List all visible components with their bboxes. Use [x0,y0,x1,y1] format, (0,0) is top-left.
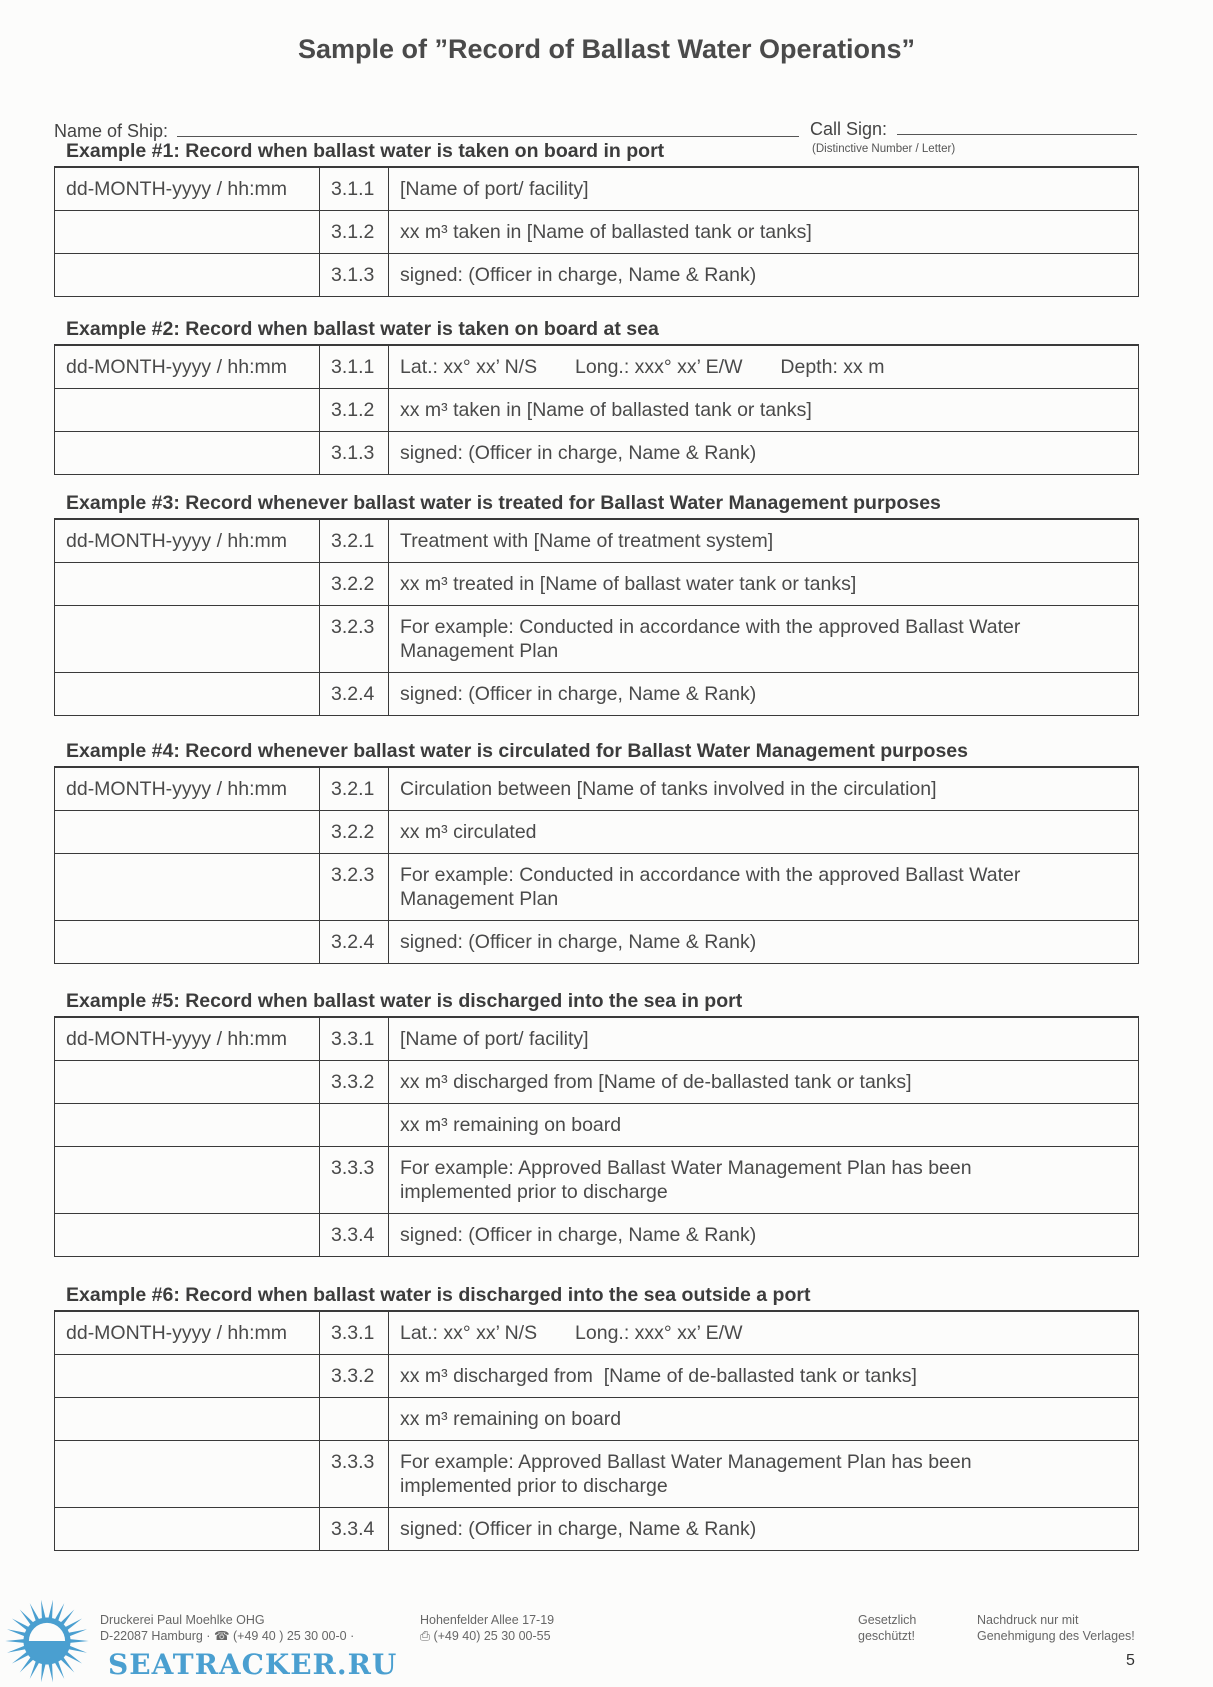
date-cell[interactable] [55,1398,320,1441]
code-cell: 3.1.3 [320,432,389,475]
code-cell: 3.3.2 [320,1355,389,1398]
table-row [55,606,1139,673]
code-cell: 3.2.2 [320,811,389,854]
sun-ray [7,1629,27,1637]
example-section-4 [54,740,1139,964]
copyright-line1: Gesetzlich [858,1613,917,1627]
date-cell[interactable] [55,1104,320,1147]
code-cell: 3.1.2 [320,211,389,254]
entry-cell[interactable]: xx m³ taken in [Name of ballasted tank or tanks] [389,389,1139,432]
code-cell: 3.3.4 [320,1214,389,1257]
table-row [55,1398,1139,1441]
table-row [55,673,1139,716]
entry-cell[interactable]: signed: (Officer in charge, Name & Rank) [389,254,1139,297]
date-cell[interactable]: dd-MONTH-yyyy / hh:mm [55,767,320,811]
code-cell: 3.2.3 [320,854,389,921]
copyright-note [858,1612,916,1644]
code-cell: 3.2.1 [320,519,389,563]
table-row [55,921,1139,964]
date-cell[interactable] [55,389,320,432]
sun-ray [48,1600,53,1620]
table-row [55,345,1139,389]
example-section-3 [54,492,1139,716]
example-section-1 [54,140,1139,297]
watermark-logo: SEATRACKER.RU [108,1648,398,1681]
table-row [55,1311,1139,1355]
entry-cell[interactable]: For example: Approved Ballast Water Management Plan has been implemented prior to discharge [389,1147,1139,1214]
sun-ray [67,1645,87,1653]
publisher-address [420,1612,554,1644]
table-row [55,1061,1139,1104]
sun-ray [48,1662,53,1682]
entry-cell[interactable]: xx m³ discharged from [Name of de-ballasted tank or tanks] [389,1061,1139,1104]
date-cell[interactable]: dd-MONTH-yyyy / hh:mm [55,1017,320,1061]
publisher-phone: D-22087 Hamburg · ☎ (+49 40 ) 25 30 00-0 · [100,1629,355,1643]
date-cell[interactable]: dd-MONTH-yyyy / hh:mm [55,1311,320,1355]
date-cell[interactable]: dd-MONTH-yyyy / hh:mm [55,519,320,563]
entry-cell[interactable]: signed: (Officer in charge, Name & Rank) [389,1508,1139,1551]
date-cell[interactable] [55,921,320,964]
date-cell[interactable] [55,1441,320,1508]
entry-cell[interactable]: For example: Approved Ballast Water Management Plan has been implemented prior to discharge [389,1441,1139,1508]
code-cell: 3.1.1 [320,167,389,211]
code-cell [320,1104,389,1147]
date-cell[interactable] [55,854,320,921]
table-row [55,167,1139,211]
code-cell: 3.2.1 [320,767,389,811]
entry-cell[interactable]: signed: (Officer in charge, Name & Rank) [389,1214,1139,1257]
entry-cell[interactable]: xx m³ discharged from [Name of de-ballasted tank or tanks] [389,1355,1139,1398]
page-number: 5 [1126,1652,1135,1669]
reprint-line2: Genehmigung des Verlages! [977,1629,1135,1643]
entry-cell[interactable]: Lat.: xx° xx’ N/S Long.: xxx° xx’ E/W Depth: xx m [389,345,1139,389]
entry-cell[interactable]: For example: Conducted in accordance with the approved Ballast Water Management Plan [389,854,1139,921]
ship-name-label: Name of Ship: [54,121,169,141]
date-cell[interactable] [55,563,320,606]
section-heading: Example #2: Record when ballast water is taken on board at sea [66,318,659,340]
table-row [55,211,1139,254]
sun-ray [41,1662,46,1682]
code-cell: 3.1.1 [320,345,389,389]
call-sign-field[interactable] [897,134,1137,135]
code-cell: 3.1.2 [320,389,389,432]
entry-cell[interactable]: Lat.: xx° xx’ N/S Long.: xxx° xx’ E/W [389,1311,1139,1355]
date-cell[interactable] [55,811,320,854]
sun-ray [69,1639,89,1643]
table-row [55,767,1139,811]
code-cell: 3.2.2 [320,563,389,606]
date-cell[interactable] [55,1147,320,1214]
code-cell: 3.2.4 [320,921,389,964]
call-sign-hint: (Distinctive Number / Letter) [812,143,956,155]
sun-ray [67,1629,87,1637]
table-row [55,254,1139,297]
record-table [54,1310,1139,1551]
call-sign-label: Call Sign: [810,119,888,139]
sun-logo-icon [4,1598,90,1684]
entry-cell[interactable]: xx m³ remaining on board [389,1398,1139,1441]
example-section-2 [54,318,1139,475]
code-cell: 3.3.3 [320,1147,389,1214]
code-cell [320,1398,389,1441]
table-row [55,563,1139,606]
entry-cell[interactable]: xx m³ circulated [389,811,1139,854]
sun-ray [41,1600,46,1620]
sun-ray [7,1645,27,1653]
address-fax: ⎙ (+49 40) 25 30 00-55 [420,1629,551,1643]
table-row [55,432,1139,475]
example-section-6 [54,1284,1139,1551]
table-row [55,1214,1139,1257]
copyright-line2: geschützt! [858,1629,915,1643]
reprint-note [977,1612,1135,1644]
entry-cell[interactable]: Circulation between [Name of tanks involved in the circulation] [389,767,1139,811]
entry-cell[interactable]: signed: (Officer in charge, Name & Rank) [389,921,1139,964]
entry-cell[interactable]: [Name of port/ facility] [389,167,1139,211]
entry-cell[interactable]: [Name of port/ facility] [389,1017,1139,1061]
table-row [55,854,1139,921]
publisher-name: Druckerei Paul Moehlke OHG [100,1613,265,1627]
code-cell: 3.3.3 [320,1441,389,1508]
document-title: Sample of ”Record of Ballast Water Operations” [297,34,916,64]
date-cell[interactable]: dd-MONTH-yyyy / hh:mm [55,345,320,389]
entry-cell[interactable]: xx m³ taken in [Name of ballasted tank or tanks] [389,211,1139,254]
publisher-info [100,1612,354,1644]
reprint-line1: Nachdruck nur mit [977,1613,1079,1627]
code-cell: 3.3.1 [320,1311,389,1355]
table-row [55,1508,1139,1551]
section-heading: Example #6: Record when ballast water is discharged into the sea outside a port [66,1284,811,1306]
code-cell: 3.1.3 [320,254,389,297]
record-table [54,766,1139,964]
date-cell[interactable] [55,432,320,475]
date-cell[interactable] [55,673,320,716]
date-cell[interactable] [55,1061,320,1104]
entry-cell[interactable]: signed: (Officer in charge, Name & Rank) [389,673,1139,716]
date-cell[interactable] [55,1214,320,1257]
table-row [55,811,1139,854]
date-cell[interactable] [55,606,320,673]
record-table [54,518,1139,716]
table-row [55,1147,1139,1214]
code-cell: 3.3.4 [320,1508,389,1551]
code-cell: 3.3.1 [320,1017,389,1061]
address-street: Hohenfelder Allee 17-19 [420,1613,555,1627]
example-section-5 [54,990,1139,1257]
date-cell[interactable] [55,1508,320,1551]
table-row [55,1355,1139,1398]
entry-cell[interactable]: For example: Conducted in accordance with the approved Ballast Water Management Plan [389,606,1139,673]
section-heading: Example #1: Record when ballast water is taken on board in port [66,140,665,162]
section-heading: Example #4: Record whenever ballast water is circulated for Ballast Water Management purposes [66,740,968,762]
ship-name-field[interactable] [177,136,799,137]
code-cell: 3.3.2 [320,1061,389,1104]
entry-cell[interactable]: signed: (Officer in charge, Name & Rank) [389,432,1139,475]
record-table [54,166,1139,297]
table-row [55,1441,1139,1508]
code-cell: 3.2.3 [320,606,389,673]
table-row [55,519,1139,563]
record-table [54,1016,1139,1257]
table-row [55,389,1139,432]
entry-cell[interactable]: Treatment with [Name of treatment system] [389,519,1139,563]
record-table [54,344,1139,475]
date-cell[interactable] [55,1355,320,1398]
entry-cell[interactable]: xx m³ treated in [Name of ballast water tank or tanks] [389,563,1139,606]
entry-cell[interactable]: xx m³ remaining on board [389,1104,1139,1147]
section-heading: Example #5: Record when ballast water is discharged into the sea in port [66,990,743,1012]
sun-ray [5,1639,25,1643]
date-cell[interactable] [55,211,320,254]
code-cell: 3.2.4 [320,673,389,716]
table-row [55,1017,1139,1061]
date-cell[interactable] [55,254,320,297]
section-heading: Example #3: Record whenever ballast water is treated for Ballast Water Management purposes [66,492,941,514]
date-cell[interactable]: dd-MONTH-yyyy / hh:mm [55,167,320,211]
table-row [55,1104,1139,1147]
